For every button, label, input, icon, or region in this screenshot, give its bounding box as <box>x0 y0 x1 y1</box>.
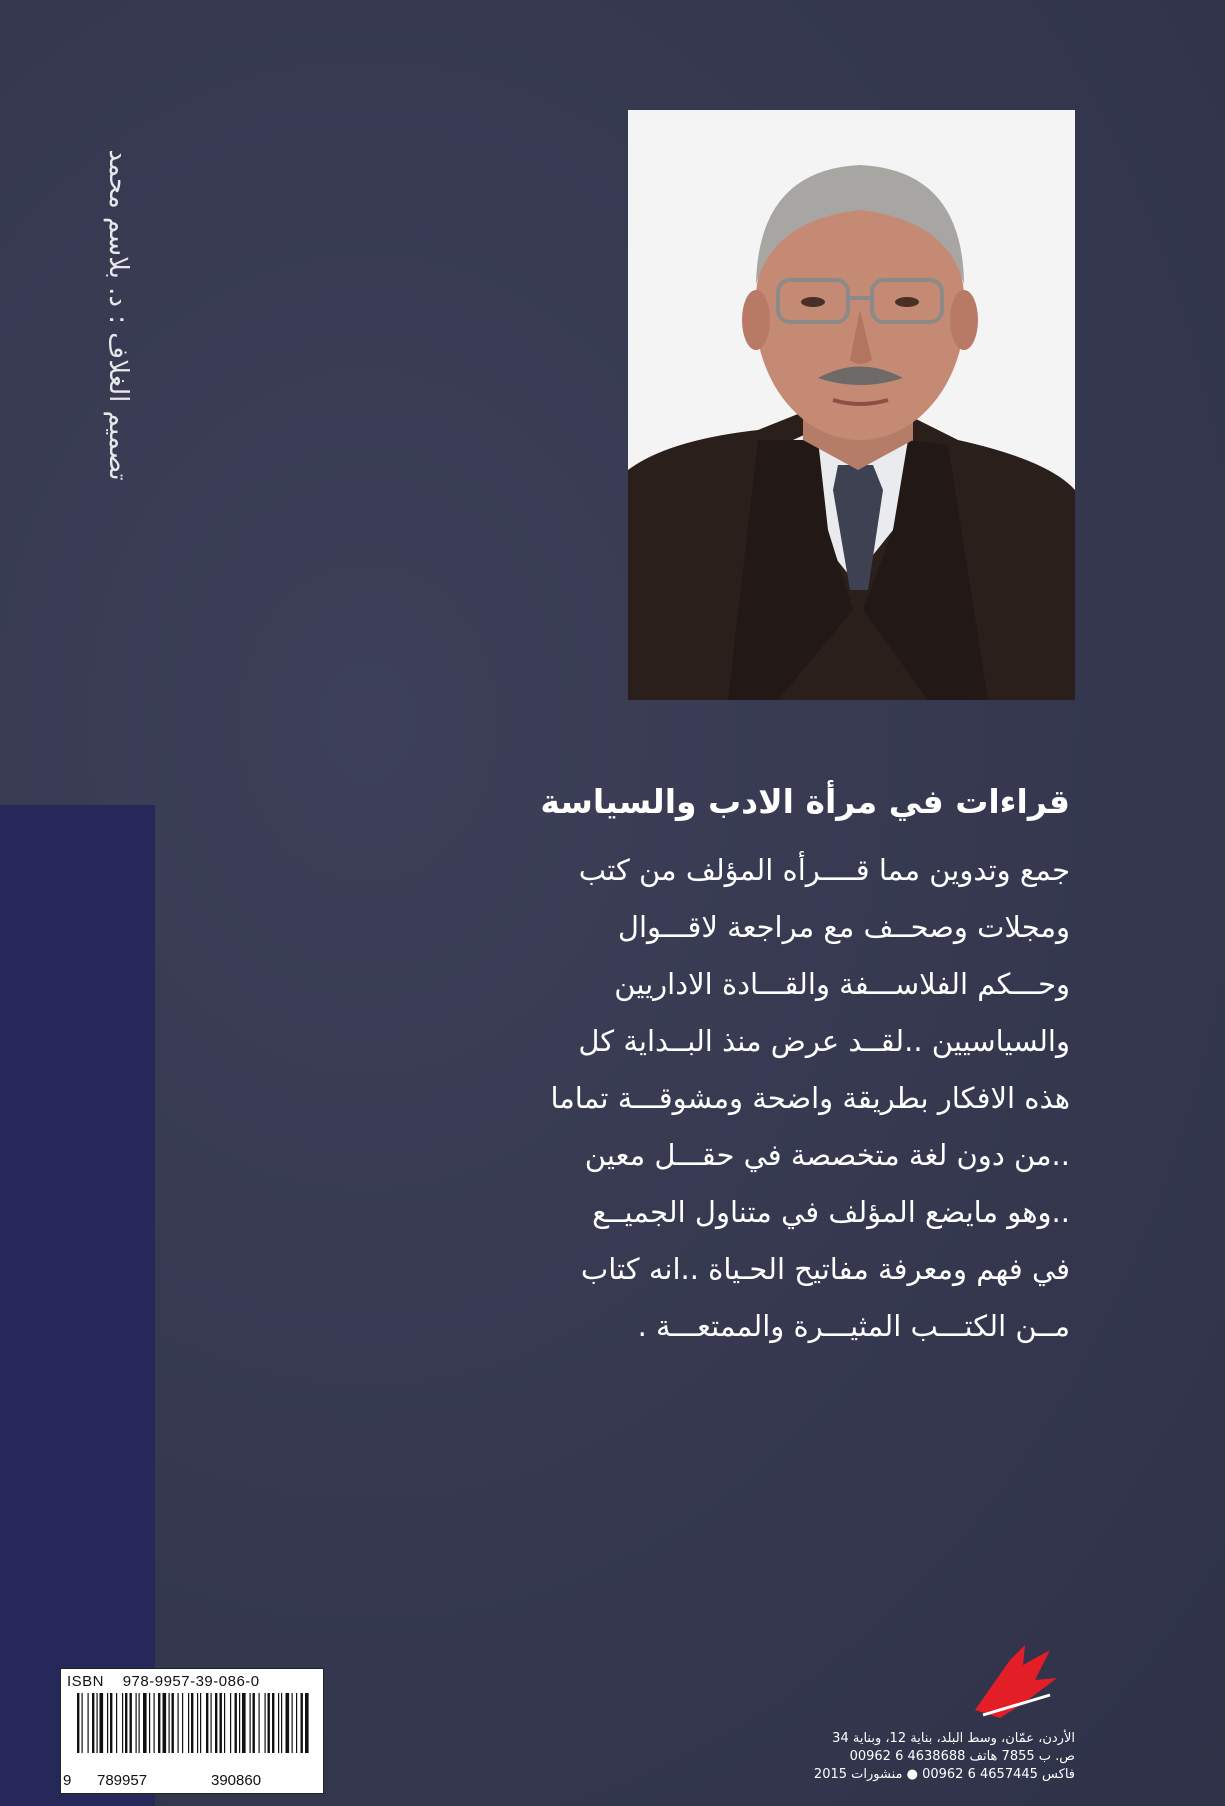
cover-design-credit <box>88 95 148 535</box>
book-description <box>550 842 1070 1355</box>
author-portrait-image <box>628 110 1075 700</box>
barcode-digit-group: 9 <box>63 1772 72 1789</box>
isbn-barcode <box>60 1668 324 1794</box>
description-line: مــن الكتـــب المثيـــرة والممتعـــة . <box>637 1309 1070 1343</box>
isbn-number: 978-9957-39-086-0 <box>122 1673 260 1690</box>
side-color-band <box>0 805 155 1806</box>
description-line: هذه الافكار بطريقة واضحة ومشوقـــة تماما <box>550 1081 1070 1115</box>
description-line: ..وهو مايضع المؤلف في متناول الجميــع <box>592 1195 1070 1229</box>
description-line: جمع وتدوين مما قــــرأه المؤلف من كتب <box>578 853 1070 887</box>
cover-design-credit-text: تصميم الغلاف : د. بلاسم محمد <box>103 149 133 481</box>
book-title: قراءات في مرأة الادب والسياسة <box>540 782 1070 821</box>
barcode-digit-group: 789957 <box>97 1772 148 1789</box>
description-line: وحـــكم الفلاســـفة والقـــادة الاداريين <box>614 967 1070 1001</box>
author-portrait <box>628 110 1075 700</box>
publisher-address-line: الأردن، عمّان، وسط البلد، بناية 12، وبناية 34 <box>832 1731 1075 1746</box>
publisher-address-line: ص. ب 7855 هاتف 4638688 6 00962 <box>849 1749 1075 1764</box>
isbn-label-row <box>67 1673 260 1690</box>
description-line: والسياسيين ..لقــد عرض منذ البــداية كل <box>578 1024 1070 1058</box>
description-line: ومجلات وصحــف مع مراجعة لاقـــوال <box>617 910 1070 944</box>
publisher-address <box>770 1730 1075 1784</box>
publisher-logo-icon <box>965 1640 1060 1725</box>
description-line: في فهم ومعرفة مفاتيح الحـياة ..انه كتاب <box>580 1252 1070 1286</box>
description-line: ..من دون لغة متخصصة في حقـــل معين <box>584 1138 1070 1172</box>
barcode-digit-group: 390860 <box>211 1772 262 1789</box>
publisher-address-line: فاكس 4657445 6 00962 ● منشورات 2015 <box>813 1767 1075 1782</box>
isbn-label: ISBN <box>67 1673 105 1690</box>
barcode-icon <box>75 1693 315 1769</box>
